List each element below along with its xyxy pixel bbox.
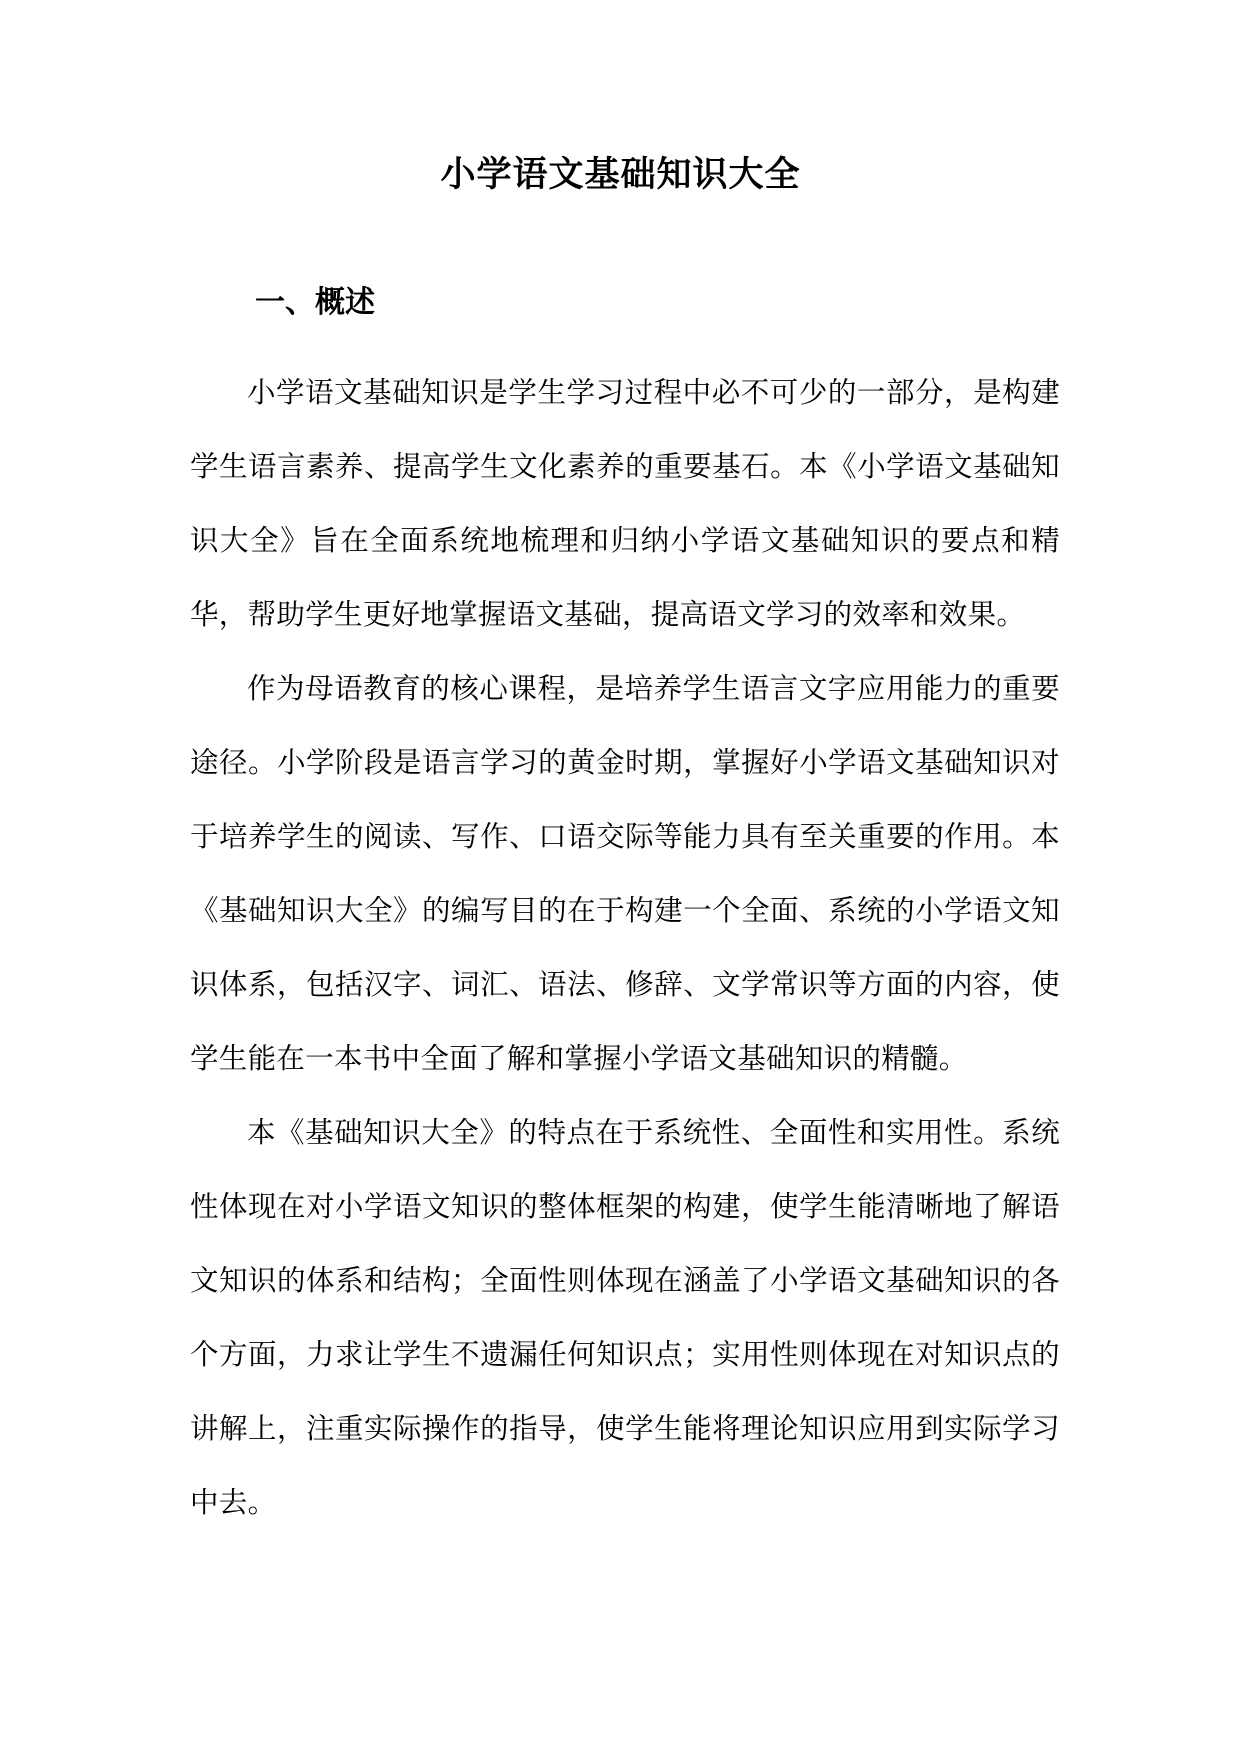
section-heading: 一、概述 [255,285,375,320]
paragraph-1: 小学语文基础知识是学生学习过程中必不可少的一部分，是构建学生语言素养、提高学生文化素养的重要基石。本《小学语文基础知识大全》旨在全面系统地梳理和归纳小学语文基础知识的要点和精华，帮助学生更好地掌握语文基础，提高语文学习的效率和效果。 [190,376,1060,631]
paragraph-3: 本《基础知识大全》的特点在于系统性、全面性和实用性。系统性体现在对小学语文知识的整体框架的构建，使学生能清晰地了解语文知识的体系和结构；全面性则体现在涵盖了小学语文基础知识的各个方面，力求让学生不遗漏任何知识点；实用性则体现在对知识点的讲解上，注重实际操作的指导，使学生能将理论知识应用到实际学习中去。 [190,1116,1060,1519]
document-title: 小学语文基础知识大全 [440,154,801,195]
body-text [190,356,1060,1540]
paragraph-2: 作为母语教育的核心课程，是培养学生语言文字应用能力的重要途径。小学阶段是语言学习的黄金时期，掌握好小学语文基础知识对于培养学生的阅读、写作、口语交际等能力具有至关重要的作用。本《基础知识大全》的编写目的在于构建一个全面、系统的小学语文知识体系，包括汉字、词汇、语法、修辞、文学常识等方面的内容，使学生能在一本书中全面了解和掌握小学语文基础知识的精髓。 [190,672,1060,1075]
